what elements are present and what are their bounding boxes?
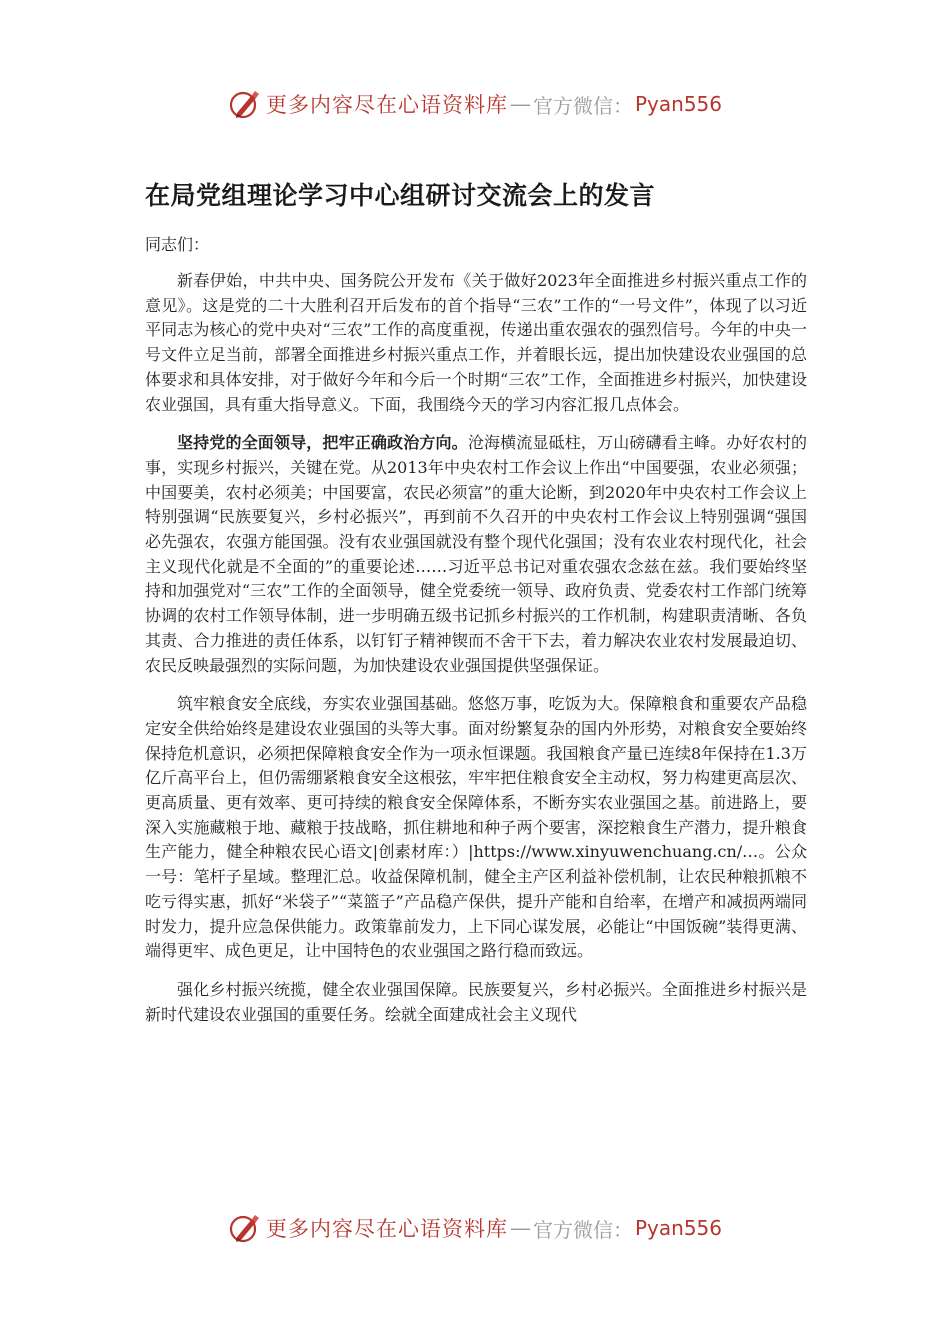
pen-logo-icon [228,87,262,121]
banner-separator: — [509,1216,531,1240]
paragraph-text: 沧海横流显砥柱，万山磅礴看主峰。办好农村的事，实现乡村振兴，关键在党。从2013年中央农村工作会议上作出“中国要强，农业必须强；中国要美，农村必须美；中国要富，农民必须富”的重大论断，到2020年中央农村工作会议上特别强调“民族要复兴，乡村必振兴”，再到前不久召开的中央农村工作会议上特别强调“强国必先强农，农强方能国强。没有农业强国就没有整个现代化强国；没有农业农村现代化，社会主义现代化就是不全面的”的重要论述……习近平总书记对重农强农念兹在兹。我们要始终坚持和加强党对“三农”工作的全面领导，健全党委统一领导、政府负责、党委农村工作部门统筹协调的农村工作领导体制，进一步明确五级书记抓乡村振兴的工作机制，构建职责清晰、各负其责、合力推进的责任体系，以钉钉子精神锲而不舍干下去，着力解决农业农村发展最迫切、农民反映最强烈的实际问题，为加快建设农业强国提供坚强保证。 [145,433,807,675]
document-body [145,233,807,1041]
footer-banner [0,1208,950,1248]
paragraph-rural-revitalization [145,978,807,1027]
banner-wechat-label: 官方微信： [532,1217,633,1242]
banner-slogan: 更多内容尽在心语资料库 [265,1217,508,1241]
document-title: 在局党组理论学习中心组研讨交流会上的发言 [145,181,656,210]
banner-separator: — [509,92,531,116]
paragraph-text: 强化乡村振兴统揽，健全农业强国保障。民族要复兴，乡村必振兴。全面推进乡村振兴是新时代建设农业强国的重要任务。绘就全面建成社会主义现代 [145,979,807,1024]
paragraph-text: 筑牢粮食安全底线，夯实农业强国基础。悠悠万事，吃饭为大。保障粮食和重要农产品稳定安全供给始终是建设农业强国的头等大事。面对纷繁复杂的国内外形势，对粮食安全要始终保持危机意识，必须把保障粮食安全作为一项永恒课题。我国粮食产量已连续8年保持在1.3万亿斤高平台上，但仍需绷紧粮食安全这根弦，牢牢把住粮食安全主动权，努力构建更高层次、更高质量、更有效率、更可持续的粮食安全保障体系，不断夯实农业强国之基。前进路上，要深入实施藏粮于地、藏粮于技战略，抓住耕地和种子两个要害，深挖粮食生产潜力，提升粮食生产能力，健全种粮农民心语文|创素材库：）|https://www.xinyuwenchuang.cn/…。公众一号：笔杆子星域。整理汇总。收益保障机制，健全主产区利益补偿机制，让农民种粮抓粮不吃亏得实惠，抓好“米袋子”“菜篮子”产品稳产保供，提升产能和自给率，在增产和减损两端同时发力，提升应急保供能力。政策靠前发力，上下同心谋发展，必能让“中国饭碗”装得更满、端得更牢、成色更足，让中国特色的农业强国之路行稳而致远。 [145,694,807,961]
pen-logo-icon [228,1211,262,1245]
banner-wechat-id: Pyan556 [634,92,722,116]
paragraph-text: 新春伊始，中共中央、国务院公开发布《关于做好2023年全面推进乡村振兴重点工作的意见》。这是党的二十大胜利召开后发布的首个指导“三农”工作的“一号文件”，体现了以习近平同志为核心的党中央对“三农”工作的高度重视，传递出重农强农的强烈信号。今年的中央一号文件立足当前，部署全面推进乡村振兴重点工作，并着眼长远，提出加快建设农业强国的总体要求和具体安排，对于做好今年和今后一个时期“三农”工作，全面推进乡村振兴，加快建设农业强国，具有重大指导意义。下面，我围绕今天的学习内容汇报几点体会。 [145,271,807,414]
banner-slogan: 更多内容尽在心语资料库 [265,93,508,117]
salutation: 同志们： [145,235,210,254]
banner-wechat-id: Pyan556 [634,1216,722,1240]
paragraph-intro [145,269,807,417]
paragraph-food-security [145,692,807,964]
header-banner [0,84,950,124]
banner-wechat-label: 官方微信： [532,93,633,118]
paragraph-party-leadership [145,431,807,678]
paragraph-lead: 坚持党的全面领导，把牢正确政治方向。 [177,433,468,453]
